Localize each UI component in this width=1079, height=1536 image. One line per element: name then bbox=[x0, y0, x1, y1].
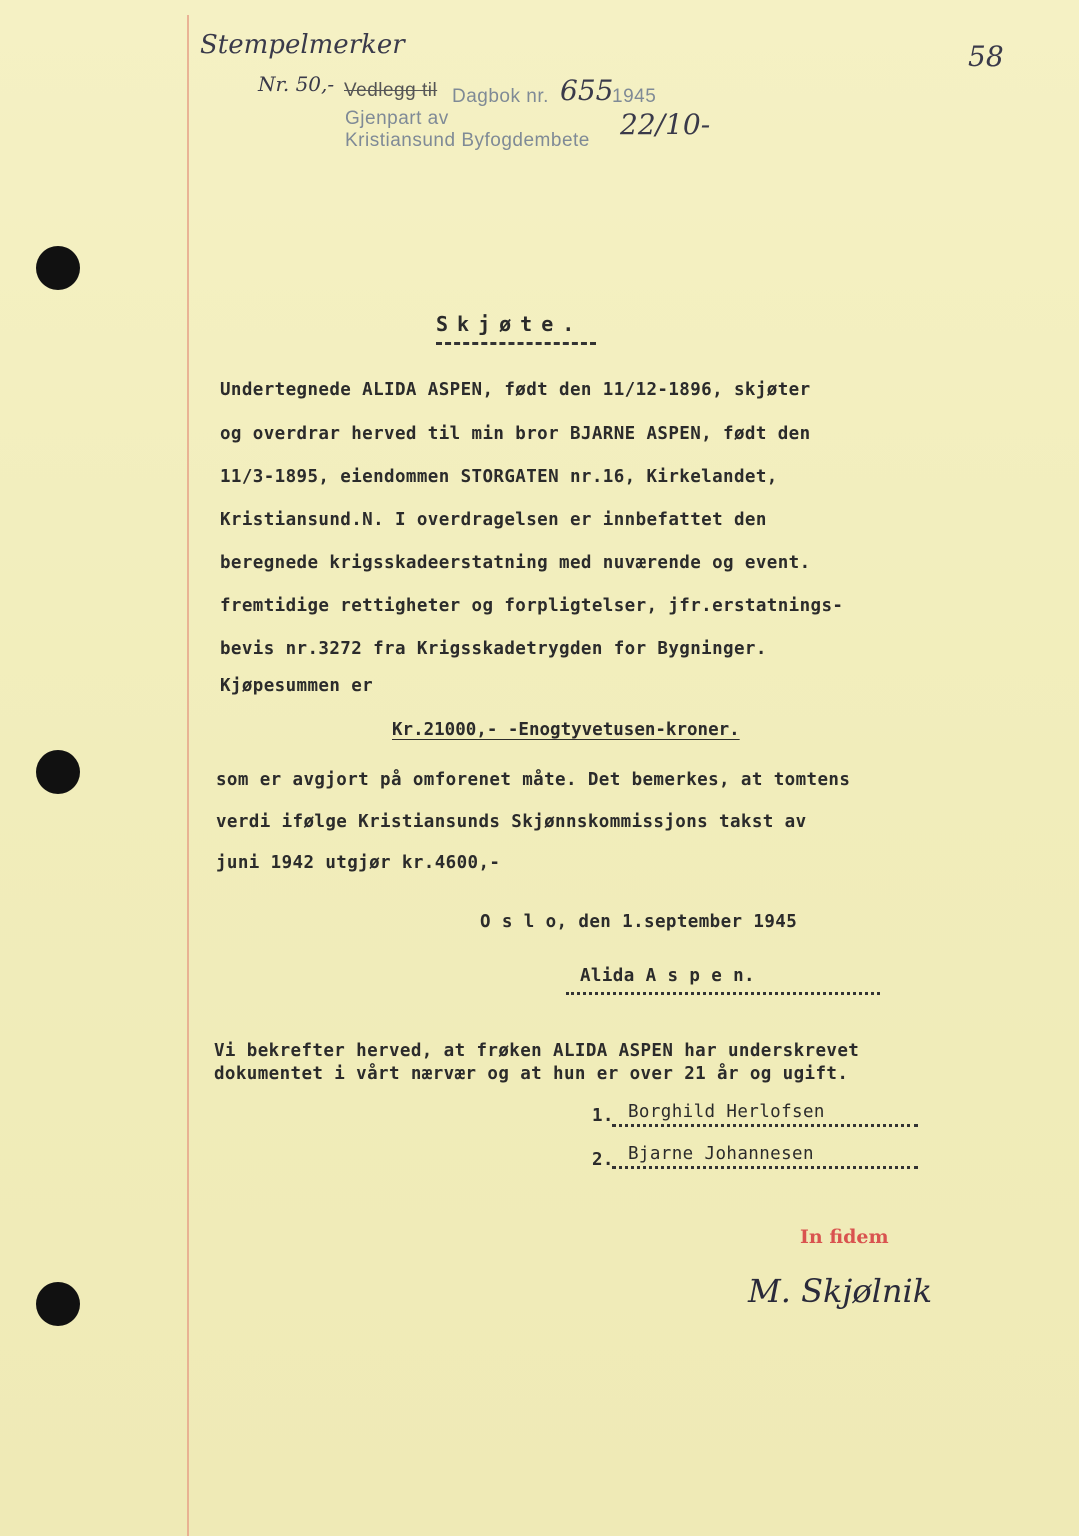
body-line: bevis nr.3272 fra Krigsskadetrygden for Bygninger. bbox=[220, 639, 767, 659]
body-line: Undertegnede ALIDA ASPEN, født den 11/12-1896, skjøter bbox=[220, 380, 811, 400]
punch-hole bbox=[36, 246, 80, 290]
body-line: 11/3-1895, eiendommen STORGATEN nr.16, Kirkelandet, bbox=[220, 467, 778, 487]
witness-number: 2. bbox=[592, 1150, 614, 1170]
in-fidem-stamp: In fidem bbox=[800, 1226, 889, 1248]
witness-number: 1. bbox=[592, 1106, 614, 1126]
confirmation-line: dokumentet i vårt nærvær og at hun er over 21 år og ugift. bbox=[214, 1064, 849, 1084]
margin-line bbox=[187, 15, 189, 1536]
punch-hole bbox=[36, 1282, 80, 1326]
witness-line bbox=[612, 1166, 918, 1169]
stamp-office: Kristiansund Byfogdembete bbox=[345, 130, 590, 151]
title-underline bbox=[436, 342, 596, 345]
body-line: som er avgjort på omforenet måte. Det bemerkes, at tomtens bbox=[216, 770, 851, 790]
body-line: beregnede krigsskadeerstatning med nuværende og event. bbox=[220, 553, 811, 573]
signature-line bbox=[566, 992, 880, 995]
body-line: juni 1942 utgjør kr.4600,- bbox=[216, 853, 501, 873]
body-line: Kristiansund.N. I overdragelsen er innbefattet den bbox=[220, 510, 767, 530]
stamp-gjenpart: Gjenpart av bbox=[345, 108, 449, 129]
official-signature: M. Skjølnik bbox=[748, 1272, 933, 1310]
handwritten-nr: Nr. 50,- bbox=[258, 72, 335, 96]
page-number: 58 bbox=[968, 40, 1004, 73]
stamp-dagbok-label: Dagbok nr. bbox=[452, 86, 549, 107]
stamp-struck-text: Vedlegg til bbox=[344, 80, 438, 101]
body-line: verdi ifølge Kristiansunds Skjønnskommissjons takst av bbox=[216, 812, 807, 832]
handwritten-stempelmerker: Stempelmerker bbox=[200, 30, 405, 60]
stamp-year: 1945 bbox=[612, 86, 657, 107]
place-date: O s l o, den 1.september 1945 bbox=[480, 912, 798, 932]
purchase-amount: Kr.21000,- -Enogtyvetusen-kroner. bbox=[392, 720, 740, 740]
witness-name: Bjarne Johannesen bbox=[628, 1144, 814, 1164]
punch-hole bbox=[36, 750, 80, 794]
confirmation-line: Vi bekrefter herved, at frøken ALIDA ASPEN har underskrevet bbox=[214, 1041, 860, 1061]
seller-signature: Alida A s p e n. bbox=[580, 966, 755, 986]
stamp-date: 22/10- bbox=[620, 108, 711, 141]
witness-line bbox=[612, 1124, 918, 1127]
body-line: og overdrar herved til min bror BJARNE ASPEN, født den bbox=[220, 424, 811, 444]
body-line: Kjøpesummen er bbox=[220, 676, 374, 696]
body-line: fremtidige rettigheter og forpligtelser, jfr.erstatnings- bbox=[220, 596, 844, 616]
stamp-dagbok-number: 655 bbox=[560, 74, 614, 107]
witness-name: Borghild Herlofsen bbox=[628, 1102, 825, 1122]
document-title: Skjøte. bbox=[436, 312, 584, 336]
